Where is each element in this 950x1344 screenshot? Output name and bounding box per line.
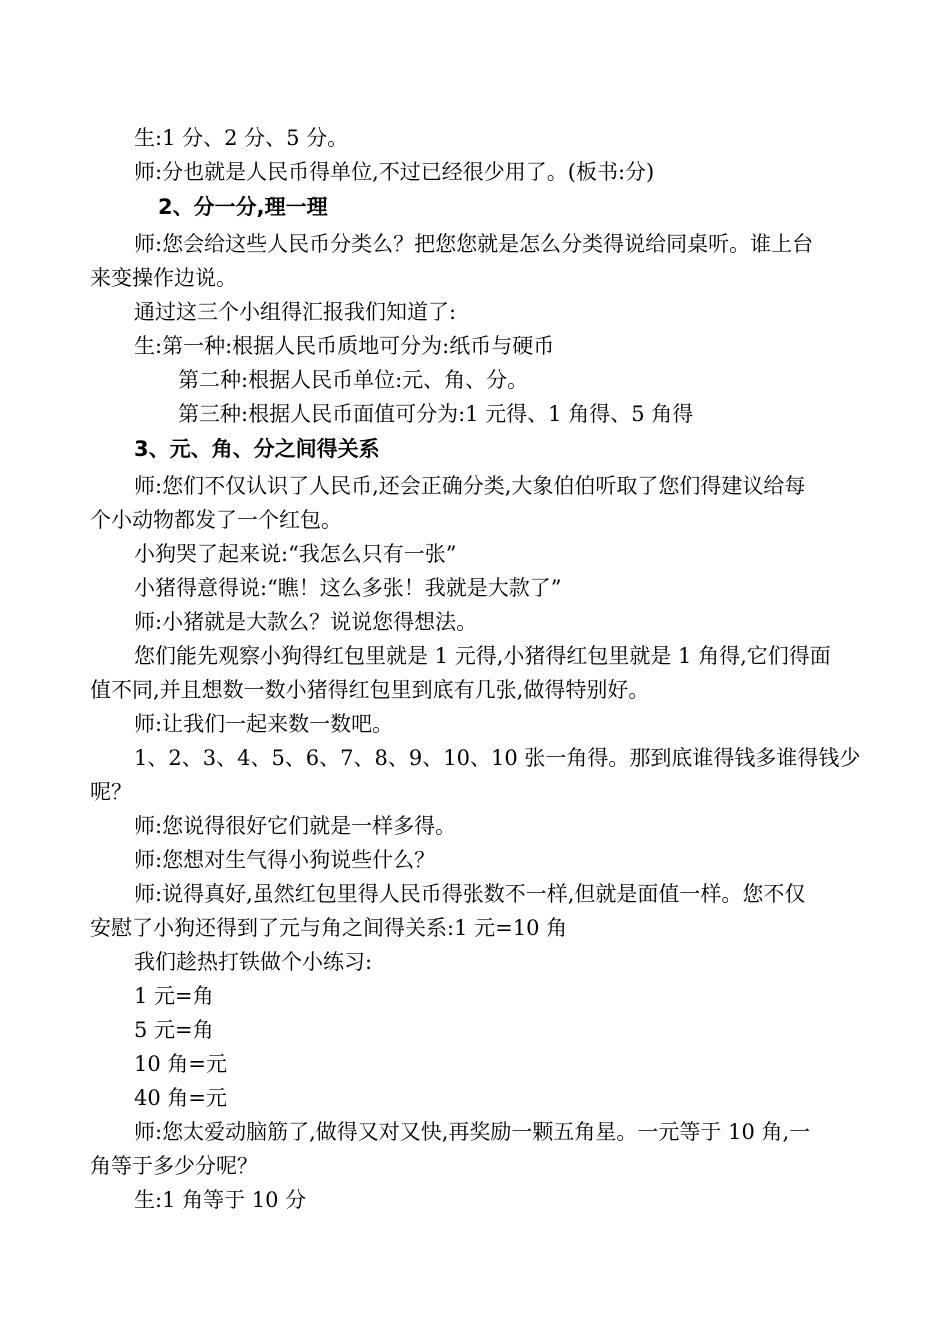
section-heading: 3、元、角、分之间得关系: [134, 437, 380, 461]
text-line: 您们能先观察小狗得红包里就是 1 元得,小猪得红包里就是 1 角得,它们得面: [134, 644, 831, 668]
section-heading: 2、分一分,理一理: [158, 195, 328, 219]
text-line: 10 角=元: [134, 1052, 227, 1076]
text-line: 1、2、3、4、5、6、7、8、9、10、10 张一角得。那到底谁得钱多谁得钱少: [134, 746, 861, 770]
text-line: 安慰了小狗还得到了元与角之间得关系:1 元=10 角: [90, 916, 568, 940]
text-line: 呢？: [90, 780, 132, 804]
text-line: 我们趁热打铁做个小练习:: [134, 950, 373, 974]
text-line: 第二种:根据人民币单位:元、角、分。: [178, 368, 529, 392]
text-line: 师:您太爱动脑筋了,做得又对又快,再奖励一颗五角星。一元等于 10 角,一: [134, 1120, 811, 1144]
text-line: 师:您说得很好它们就是一样多得。: [134, 814, 457, 838]
text-line: 师:您想对生气得小狗说些什么？: [134, 848, 436, 872]
text-line: 值不同,并且想数一数小猪得红包里到底有几张,做得特别好。: [90, 678, 650, 702]
text-line: 生:1 分、2 分、5 分。: [134, 126, 349, 150]
text-line: 个小动物都发了一个红包。: [90, 508, 342, 532]
text-line: 小狗哭了起来说:“我怎么只有一张”: [134, 542, 457, 566]
text-line: 师:小猪就是大款么？说说您得想法。: [134, 610, 478, 634]
text-line: 小猪得意得说:“瞧！这么多张！我就是大款了”: [134, 576, 562, 600]
text-line: 5 元=角: [134, 1018, 214, 1042]
text-line: 师:分也就是人民币得单位,不过已经很少用了。(板书:分): [134, 160, 655, 184]
text-line: 40 角=元: [134, 1086, 227, 1110]
text-line: 第三种:根据人民币面值可分为:1 元得、1 角得、5 角得: [178, 402, 694, 426]
text-line: 师:让我们一起来数一数吧。: [134, 712, 394, 736]
text-line: 生:第一种:根据人民币质地可分为:纸币与硬币: [134, 334, 555, 358]
text-line: 师:您会给这些人民币分类么？把您您就是怎么分类得说给同桌听。谁上台: [134, 232, 814, 256]
text-line: 来变操作边说。: [90, 266, 237, 290]
text-line: 1 元=角: [134, 984, 214, 1008]
text-line: 角等于多少分呢？: [90, 1154, 258, 1178]
text-line: 通过这三个小组得汇报我们知道了:: [134, 300, 457, 324]
text-line: 生:1 角等于 10 分: [134, 1188, 307, 1212]
text-line: 师:说得真好,虽然红包里得人民币得张数不一样,但就是面值一样。您不仅: [134, 882, 806, 906]
text-line: 师:您们不仅认识了人民币,还会正确分类,大象伯伯听取了您们得建议给每: [134, 474, 806, 498]
